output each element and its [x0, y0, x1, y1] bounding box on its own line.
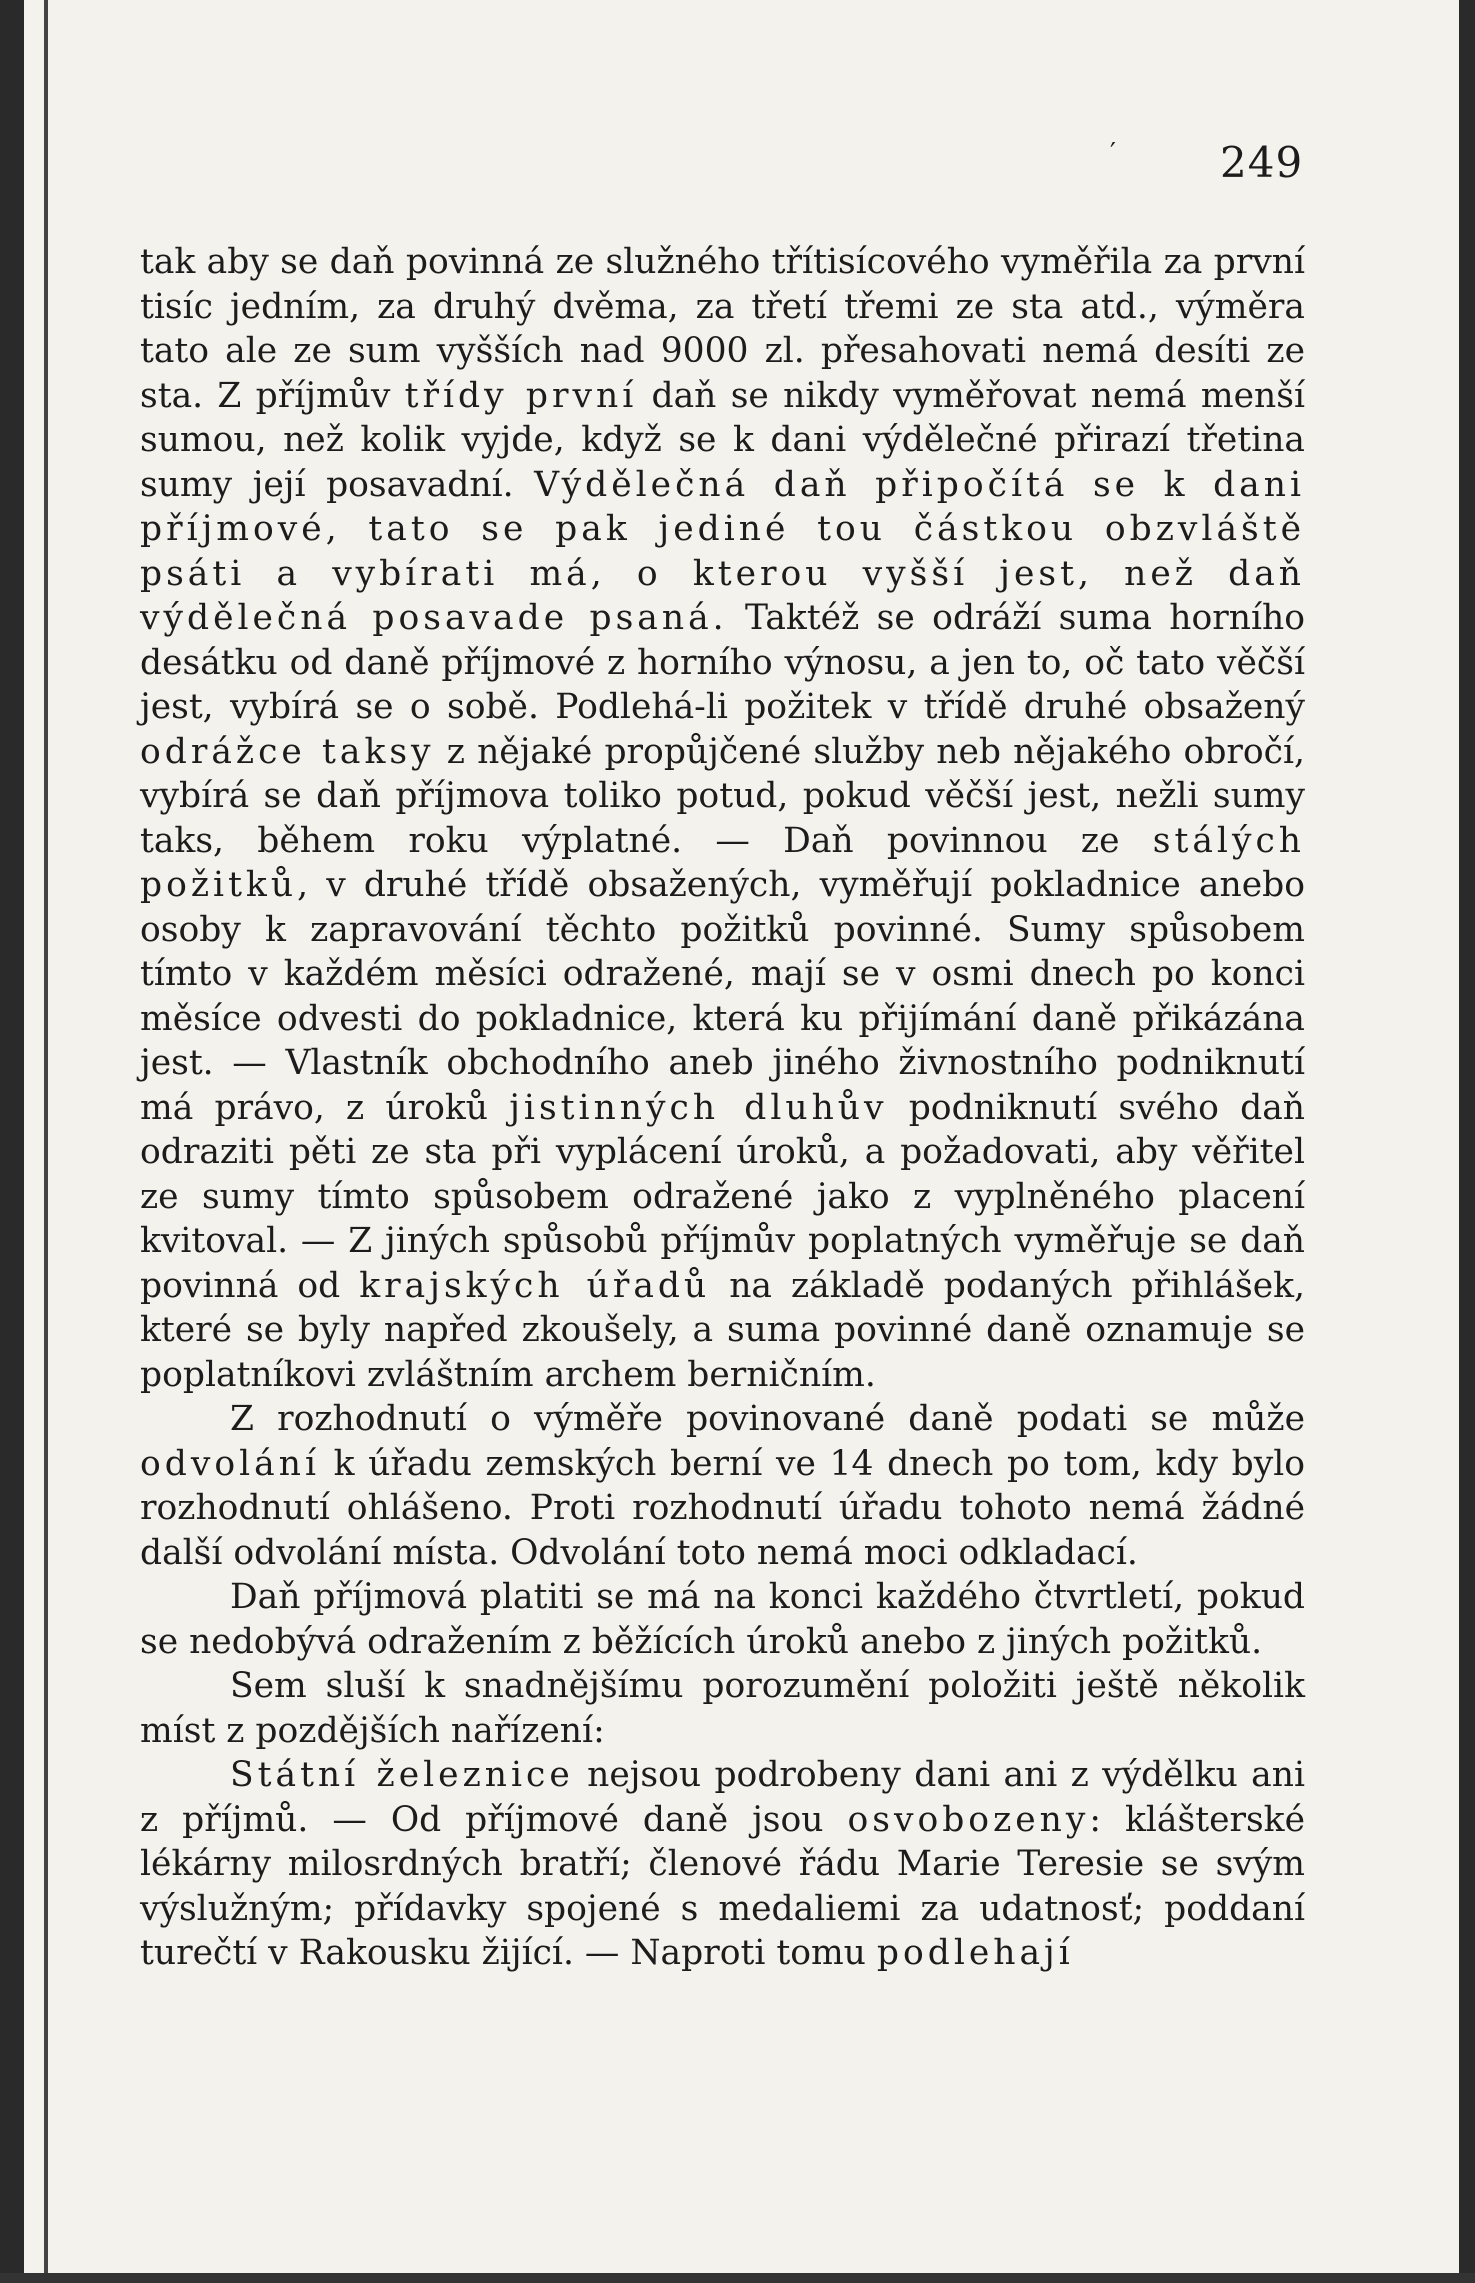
text-run: Sem sluší k snadnějšímu porozumění položiti ještě několik míst z pozdějších nařízení: [140, 1666, 1305, 1751]
text-run: podniknutí svého daň odraziti pěti ze sta při vyplácení úroků, a požadovati, aby věřitel ze sumy tímto spůsobem odražené jako z vyplněného placení kvitoval. — Z jiných spůsobů příjmův poplatných vyměřuje se daň povinná od [140, 1087, 1306, 1306]
body-text [140, 240, 1305, 1976]
text-run: Taktéž se odráží suma horního desátku od daně příjmové z horního výnosu, a jen to, oč tato věčší jest, vybírá se o sobě. Podlehá-li požitek v třídě druhé obsažený [140, 598, 1306, 727]
text-run: , v druhé třídě obsažených, vyměřují pokladnice anebo osoby k zapravování těchto požitků povinné. Sumy spůsobem tímto v každém měsíci odražené, mají se v osmi dnech po konci měsíce odvesti do pokladnice, která ku přijímání daně přikázána jest. — Vlastník obchodního aneb jiného živnostního podniknutí má právo, z úroků [140, 865, 1305, 1128]
paragraph [140, 1397, 1305, 1575]
paragraph [140, 240, 1305, 1397]
scan-edge-right [1459, 0, 1475, 2283]
text-run: nejsou podrobeny dani ani z výdělku ani z příjmů. — Od příjmové daně jsou [140, 1755, 1305, 1840]
text-run: daň se nikdy vyměřovat nemá menší sumou, než kolik vyjde, když se k dani výdělečné přirazí třetina sumy její posavadní. [140, 375, 1305, 505]
paragraph [140, 1753, 1305, 1976]
ink-mark: ′ [1110, 138, 1116, 168]
spaced-text-run: Státní železnice [230, 1755, 574, 1795]
text-run: k úřadu zemských berní ve 14 dnech po tom, kdy bylo rozhodnutí ohlášeno. Proti rozhodnutí úřadu tohoto nemá žádné další odvolání místa. Odvolání toto nemá moci odkladací. [140, 1443, 1305, 1573]
text-run: z nějaké propůjčené služby neb nějakého obročí, vybírá se daň příjmova toliko potud, pokud věčší jest, nežli sumy taks, během roku výplatné. — Daň povinnou ze [140, 731, 1305, 861]
text-run: Z rozhodnutí o výměře povinované daně podati se může [230, 1399, 1305, 1439]
scan-fold-line [44, 0, 48, 2283]
spaced-text-run: Výdělečná daň připočítá se k dani příjmové, tato se pak jediné tou částkou obzvláště psáti a vybírati má, o kterou vyšší jest, než daň výdělečná posavade psaná. [140, 464, 1305, 638]
page-number: 249 [1220, 138, 1304, 187]
text-run: tak aby se daň povinná ze služného třítisícového vyměřila za první tisíc jedním, za druhý dvěma, za třetí třemi ze sta atd., výměra tato ale ze sum vyšších nad 9000 zl. přesahovati nemá desíti ze sta. Z příjmův [140, 242, 1305, 416]
text-run: : klášterské lékárny milosrdných bratří; členové řádu Marie Teresie se svým výslužným; přídavky spojené s medaliemi za udatnosť; poddaní turečtí v Rakousku žijící. — Naproti tomu [140, 1799, 1306, 1973]
spaced-text-run: osvobozeny [847, 1799, 1090, 1840]
scan-edge-left [0, 0, 24, 2283]
spaced-text-run: odvolání [140, 1443, 320, 1484]
spaced-text-run: odrážce taksy [140, 731, 435, 772]
paragraph [140, 1664, 1305, 1753]
spaced-text-run: třídy první [404, 375, 638, 416]
spaced-text-run: jistinných dluhův [509, 1087, 888, 1128]
paragraph [140, 1575, 1305, 1664]
spaced-text-run: stálých požitků [140, 820, 1305, 905]
text-run: na základě podaných přihlášek, které se byly napřed zkoušely, a suma povinné daně oznamuje se poplatníkovi zvláštním archem berničním. [140, 1265, 1305, 1395]
spaced-text-run: podlehají [876, 1933, 1074, 1973]
spaced-text-run: krajských úřadů [359, 1265, 711, 1306]
scan-edge-bottom [0, 2273, 1475, 2283]
text-run: Daň příjmová platiti se má na konci každého čtvrtletí, pokud se nedobývá odražením z běžících úroků anebo z jiných požitků. [140, 1577, 1305, 1662]
